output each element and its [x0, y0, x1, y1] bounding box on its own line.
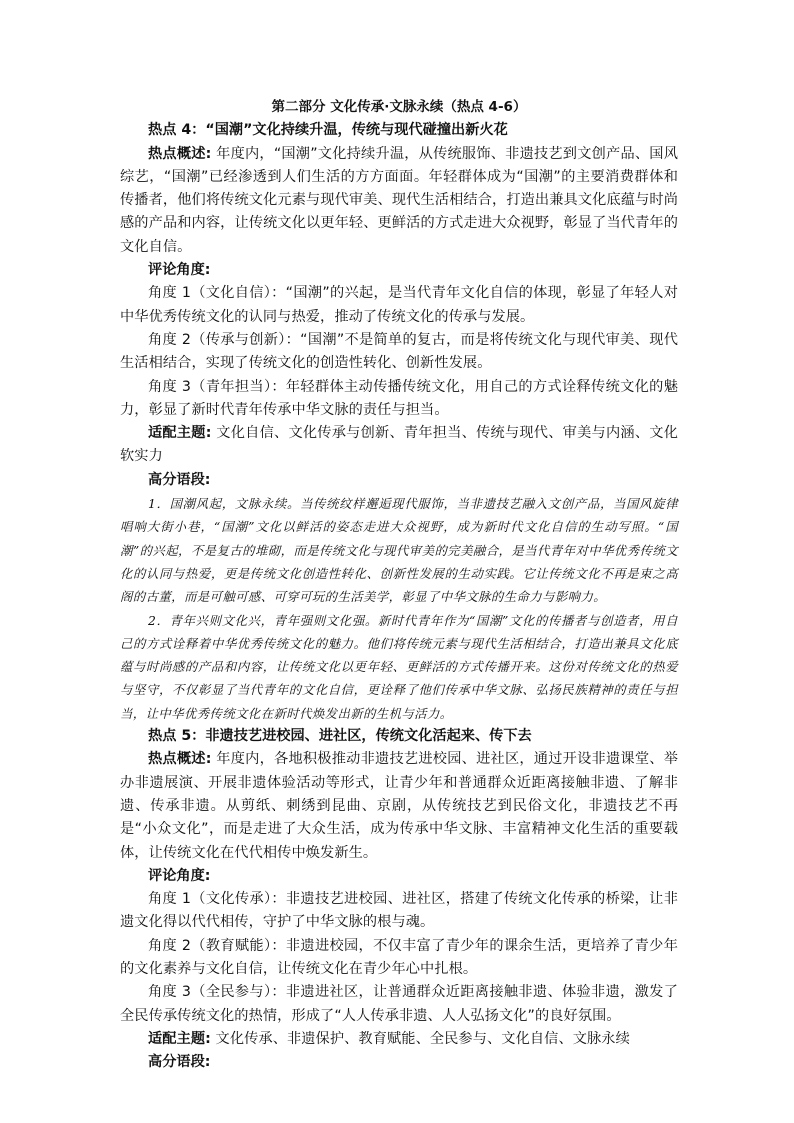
hot4-sample-1: 1．国潮风起，文脉永续。当传统纹样邂逅现代服饰，当非遗技艺融入文创产品，当国风旋律唱响大街小巷，“国潮”文化以鲜活的姿态走进大众视野，成为新时代文化自信的生动写照。“国潮”的兴起，不是复古的堆砌，而是传统文化与现代审美的完美融合，是当代青年对中华优秀传统文化的认同与热爱，更是传统文化创造性转化、创新性发展的生动实践。它让传统文化不再是束之高阁的古董，而是可触可感、可穿可玩的生活美学，彰显了中华文脉的生命力与影响力。	[120, 496, 678, 605]
hot5-angles-label: 评论角度:	[148, 867, 211, 884]
hot5-samples-label: 高分语段:	[148, 1054, 211, 1071]
hot4-heading: 热点 4：“国潮”文化持续升温，传统与现代碰撞出新火花	[148, 122, 508, 139]
hot5-overview	[120, 748, 678, 864]
hot4-angle-1: 角度 1（文化自信）：“国潮”的兴起，是当代青年文化自信的体现，彰显了年轻人对中华优秀传统文化的认同与热爱，推动了传统文化的传承与发展。	[120, 285, 678, 325]
hot4-samples-label: 高分语段:	[148, 471, 211, 488]
hot4-themes	[120, 422, 678, 469]
page-title: 第二部分 文化传承·文脉永续（热点 4-6）	[271, 99, 527, 115]
hot4-overview	[120, 143, 678, 259]
hot4-themes-text: 文化自信、文化传承与创新、青年担当、传统与现代、审美与内涵、文化软实力	[120, 425, 678, 465]
hot4-overview-text: 年度内，“国潮”文化持续升温，从传统服饰、非遗技艺到文创产品、国风综艺，“国潮”已经渗透到人们生活的方方面面。年轻群体成为“国潮”的主要消费群体和传播者，他们将传统文化元素与现代审美、现代生活相结合，打造出兼具文化底蕴与时尚感的产品和内容，让传统文化以更年轻、更鲜活的方式走进大众视野，彰显了当代青年的文化自信。	[120, 145, 678, 255]
hot5-angle-2: 角度 2（教育赋能）：非遗进校园，不仅丰富了青少年的课余生活，更培养了青少年的文化素养与文化自信，让传统文化在青少年心中扎根。	[120, 937, 678, 977]
hot5-heading: 热点 5：非遗技艺进校园、进社区，传统文化活起来、传下去	[148, 728, 532, 745]
hot5-themes	[120, 1028, 678, 1051]
hot4-angle-3: 角度 3（青年担当）：年轻群体主动传播传统文化，用自己的方式诠释传统文化的魅力，彰显了新时代青年传承中华文脉的责任与担当。	[120, 378, 678, 418]
hot4-themes-label: 适配主题:	[148, 425, 212, 442]
hot5-themes-text: 文化传承、非遗保护、教育赋能、全民参与、文化自信、文脉永续	[210, 1030, 630, 1047]
hot4-overview-label: 热点概述:	[148, 145, 212, 162]
document-page	[120, 96, 678, 1074]
hot5-themes-label: 适配主题:	[148, 1030, 211, 1047]
hot5-angle-1: 角度 1（文化传承）：非遗技艺进校园、进社区，搭建了传统文化传承的桥梁，让非遗文化得以代代相传，守护了中华文脉的根与魂。	[120, 891, 678, 931]
hot4-angle-2: 角度 2（传承与创新）：“国潮”不是简单的复古，而是将传统文化与现代审美、现代生活相结合，实现了传统文化的创造性转化、创新性发展。	[120, 331, 678, 372]
hot5-angle-3: 角度 3（全民参与）：非遗进社区，让普通群众近距离接触非遗、体验非遗，激发了全民传承传统文化的热情，形成了“人人传承非遗、人人弘扬文化”的良好氛围。	[120, 984, 678, 1024]
hot4-angles-label: 评论角度:	[148, 262, 211, 279]
hot4-sample-2: 2．青年兴则文化兴，青年强则文化强。新时代青年作为“国潮”文化的传播者与创造者，用自己的方式诠释着中华优秀传统文化的魅力。他们将传统元素与现代生活相结合，打造出兼具文化底蕴与时尚感的产品和内容，让传统文化以更年轻、更鲜活的方式传播开来。这份对传统文化的热爱与坚守，不仅彰显了当代青年的文化自信，更诠释了他们传承中华文脉、弘扬民族精神的责任与担当，让中华优秀传统文化在新时代焕发出新的生机与活力。	[120, 612, 678, 721]
hot5-overview-label: 热点概述:	[148, 751, 212, 768]
hot5-overview-text: 年度内，各地积极推动非遗技艺进校园、进社区，通过开设非遗课堂、举办非遗展演、开展非遗体验活动等形式，让青少年和普通群众近距离接触非遗、了解非遗、传承非遗。从剪纸、刺绣到昆曲、京剧，从传统技艺到民俗文化，非遗技艺不再是“小众文化”，而是走进了大众生活，成为传承中华文脉、丰富精神文化生活的重要载体，让传统文化在代代相传中焕发新生。	[120, 751, 678, 861]
